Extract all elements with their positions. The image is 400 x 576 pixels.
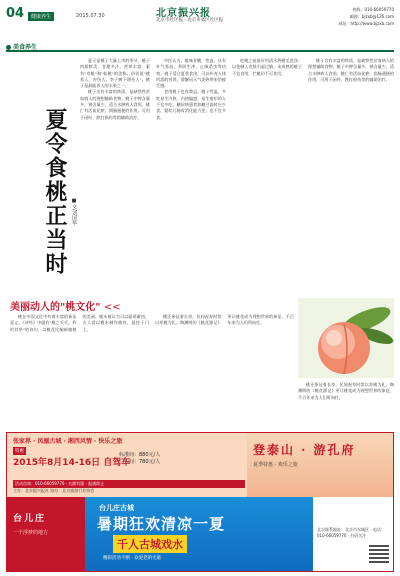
ad-prices — [119, 452, 160, 466]
ad-banner-brand: 台儿庄古城 — [99, 504, 134, 512]
ad-banner-headline: 暑期狂欢清凉一夏 — [97, 515, 226, 533]
bullet-icon — [6, 45, 11, 50]
article-body-col-2 — [156, 58, 226, 288]
article-body-col-4 — [308, 58, 394, 294]
article2-body — [10, 314, 294, 426]
ad-bottom-left — [7, 497, 85, 571]
paragraph: 桃还象征着长寿，民间祝寿时常以寿桃为礼。陶渊明的《桃花源记》更让桃花成为理想世界的象征，千百年来为人们所向往。 — [155, 314, 294, 326]
double-chevron-left-icon: << — [103, 302, 121, 313]
contact-email: 邮箱：bjzxb@126.com — [349, 14, 394, 19]
paragraph: 夏天是桃子大量上市的季节，桃子肉质鲜美、甘甜多汁，营养丰富，素有"寿桃"和"仙桃"的美称。俗话说"桃养人，杏伤人，李子树下埋死人"，桃子是最能养人的水果之一。 — [80, 58, 150, 89]
publish-date: 2015.07.30 — [76, 13, 105, 19]
article-body-col-1 — [80, 58, 150, 288]
ad-slogan: 一个浮梦的地方 — [13, 530, 49, 536]
contact-hotline: 热线：010-66059770 — [352, 7, 394, 12]
ad-route: 张家界 · 凤凰古城 · 湘西风情 · 快乐之旅 — [13, 438, 123, 445]
ad-top-right — [247, 433, 393, 497]
ad-date: 2015年8月14-16日 自驾车 — [13, 458, 131, 468]
contact-info — [339, 6, 394, 27]
paragraph: 桃还象征着长寿，民间祝寿时常以寿桃为礼。陶渊明的《桃花源记》更让桃花成为理想世界的象征，千百年来为人们所向往。 — [298, 382, 394, 400]
paragraph: 桃在中国文化中有着丰富的象征意义。《诗经》中就有"桃之夭夭，灼灼其华"的诗句，以桃花比喻新嫁娘的美丽。桃木被认为可以驱邪避凶，古人常以桃木制作桃符，悬挂于门上。 — [10, 314, 149, 332]
article-title: 夏令食桃正当时 — [42, 108, 68, 276]
ad-address: 北京联系地址：北京市东城区 · 电话：010-66059770 · 扫码关注 — [317, 527, 385, 538]
price-triple: 三人间：780元/人 — [119, 459, 161, 465]
ad-brand: 台儿庄 — [13, 514, 47, 524]
ad-right-title: 登泰山 · 游孔府 — [253, 443, 356, 457]
article2-body-side — [298, 382, 394, 428]
ad-top-left — [7, 433, 247, 497]
section-tag: 健康养生 — [28, 12, 54, 21]
page-header — [6, 4, 394, 52]
masthead-sub: 北京市社区报 · 北京市郊区社区报 — [156, 18, 224, 23]
ad-bottom-banner — [85, 497, 313, 571]
travel-advertisement[interactable] — [6, 432, 394, 572]
ad-bottom-right — [313, 497, 393, 571]
ad-right-sub: 夏季特惠 · 欢乐之旅 — [253, 462, 298, 468]
contact-website: 网址：http://www.bjzxb.com — [338, 21, 394, 26]
paragraph: 中医认为，桃味甘酸，性温，具有补气养血、养阴生津、止咳杀虫等功效。桃子适合夏季食用，可以补充人体所需的营养，缓解因天气炎热带来的疲乏感。 — [156, 58, 226, 89]
article2-title — [10, 298, 121, 313]
ad-hotline: 活动咨询：010-66059770 · 名额有限 · 报满即止 — [13, 480, 245, 488]
ad-organizer: 主办：北京振兴报社 协办：北京旅游行业协会 — [13, 488, 95, 493]
peach-icon — [298, 298, 394, 378]
paragraph: 桃子含有丰富的铁质，是缺铁性贫血病人的理想辅助食物。桃子中钾含量多，钠含量少，适合水肿病人食用。桃仁有活血化瘀、润肠通便的作用，可用于闭经、跌打损伤等的辅助治疗。 — [80, 89, 150, 120]
column-label — [6, 42, 37, 51]
peach-photo — [298, 298, 394, 378]
paragraph: 食用桃子也有禁忌。桃子性温，多吃易生内热，内热偏盛、易生疮疖的人不宜多吃。糖尿病患者血糖过高时应少食。婴幼儿肠胃消化能力差，也不宜多食。 — [156, 89, 226, 120]
ad-banner-note: 精彩活动不断 · 欢迎您的光临 — [103, 556, 162, 561]
paragraph: 吃桃之前最好用清水将桃毛洗净，以免刺入皮肤引起过敏。未成熟的桃子不宜食用，烂桃切不可食用。 — [232, 58, 302, 76]
price-standard: 标准间：880元/人 — [119, 452, 161, 458]
ad-badge: 特惠 — [15, 449, 24, 454]
article-body-col-3 — [232, 58, 302, 288]
page-number: 04 — [6, 6, 25, 21]
masthead: 北京振兴报 — [156, 8, 211, 19]
article-byline: ■文/刘国华 — [71, 198, 77, 226]
column-label-text: 美食养生 — [13, 44, 38, 51]
qr-code-icon[interactable] — [369, 543, 389, 563]
ad-banner-highlight: 千人古城戏水 — [113, 535, 187, 553]
article2-title-text: 美丽动人的"桃文化" — [10, 302, 101, 313]
paragraph: 桃子含有丰富的铁质，是缺铁性贫血病人的理想辅助食物。桃子中钾含量多，钠含量少，适合水肿病人食用。桃仁有活血化瘀、润肠通便的作用，可用于闭经、跌打损伤等的辅助治疗。 — [308, 58, 394, 82]
